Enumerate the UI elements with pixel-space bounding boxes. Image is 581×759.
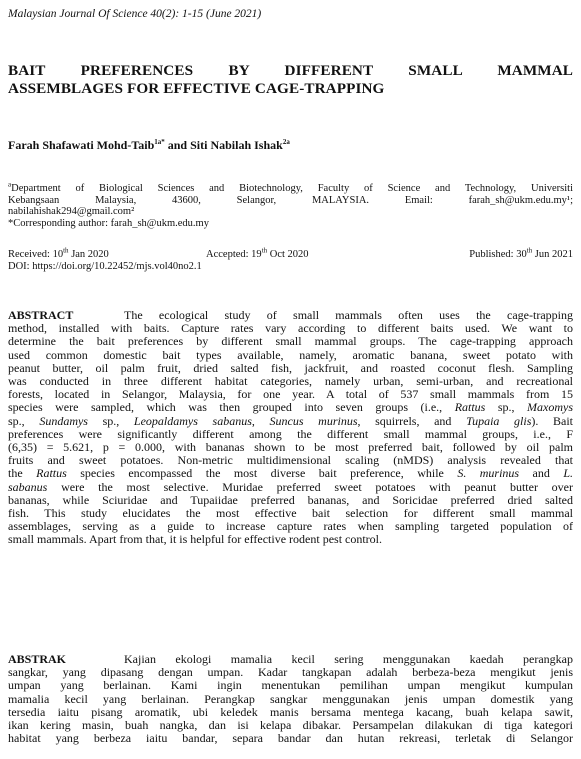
abstrak-line: tersedia iaitu pisang aromatik, ubi keledek manis bersama mentega kacang, buah kelapa sawit,	[8, 704, 573, 719]
dates-row	[8, 246, 573, 261]
abstract-line: the Rattus species encompassed the most diverse bait preference, while S. murinus and L.	[8, 466, 573, 481]
abstrak-line: umpan yang berlainan. Kami ingin menentukan pemilihan umpan mengikut kumpulan	[8, 678, 573, 693]
abstract-line: preferences were significantly different among the different small mammal groups, i.e., F	[8, 426, 573, 441]
abstract-line: was conducted in three different habitat categories, namely urban, semi-urban, and recreational	[8, 374, 573, 389]
affiliation-mark: a	[8, 180, 12, 189]
author-affiliation-mark: 2a	[282, 138, 290, 146]
abstract-line: sabanus were the most selective. Muridae preferred sweet potatoes with peanut butter over	[8, 479, 573, 494]
abstract-line: assemblages, serving as a guide to increase capture rates when sampling targeted population of	[8, 519, 573, 534]
abstract-line: species were sampled, which was then grouped into seven groups (i.e., Rattus sp., Maxomys	[8, 400, 574, 415]
abstract-heading: ABSTRACT	[8, 308, 74, 322]
abstrak-line: habitat yang berbeza iaitu bandar, separa bandar dan hutan rekreasi, terletak di Selangor	[8, 731, 573, 746]
author-name: Siti Nabilah Ishak	[190, 138, 283, 152]
abstrak-heading: ABSTRAK	[8, 652, 67, 666]
abstract-line: sp., Sundamys sp., Leopaldamys sabanus, Suncus murinus, squirrels, and Tupaia glis). Bait	[8, 413, 574, 428]
journal-header: Malaysian Journal Of Science 40(2): 1-15 (June 2021)	[8, 8, 262, 20]
abstrak-line: mamalia kecil yang berlainan. Perangkap sangkar menggunakan jenis umpan domestik yang	[8, 691, 573, 706]
abstract-line: fruits and sweet potatoes. Non-metric multidimensional scaling (nMDS) analysis revealed that	[8, 453, 573, 468]
abstract-line: determine the bait preferences by different small mammal groups. The cage-trapping approach	[8, 334, 573, 349]
title-line-1: BAIT PREFERENCES BY DIFFERENT SMALL MAMMAL	[8, 62, 573, 79]
affiliation-line: nabilahishak294@gmail.com²	[8, 206, 135, 218]
abstrak-line: ikan kering masin, buah nangka, dan isi kelapa dibakar. Persampelan dilakukan di tiga kategori	[8, 718, 573, 733]
abstract-section	[8, 309, 573, 547]
abstract-line: used common domestic bait types available, namely, aromatic banana, sweet potato with	[8, 347, 573, 362]
received-date: Received: 10th Jan 2020	[8, 246, 109, 260]
affiliation-text: Department of Biological Sciences and Biotechnology, Faculty of Science and Technology, Universiti	[11, 183, 573, 194]
abstrak-line: ABSTRAK Kajian ekologi mamalia kecil sering menggunakan kaedah perangkap	[8, 652, 573, 666]
affiliation-block	[8, 180, 573, 229]
author-affiliation-mark: 1a*	[154, 138, 165, 146]
abstrak-line: sangkar, yang dipasang dengan umpan. Kadar tangkapan adalah berbeza-beza mengikut jenis	[8, 665, 573, 680]
published-date: Published: 30th Jun 2021	[469, 246, 573, 260]
author-conjunction: and	[164, 138, 191, 152]
abstract-line: forests, located in Selangor, Malaysia, for one year. A total of 537 small mammals from 15	[8, 387, 573, 402]
accepted-date: Accepted: 19th Oct 2020	[206, 246, 309, 260]
abstract-line: method, installed with baits. Capture rates vary according to different baits used. We want to	[8, 321, 573, 336]
abstract-line: (6,35) = 5.621, p = 0.000, with bananas shown to be most preferred bait, followed by oil palm	[8, 440, 573, 455]
abstract-line: fish. This study elucidates the most effective bait selection for different small mammal	[8, 506, 573, 521]
doi-line: DOI: https://doi.org/10.22452/mjs.vol40no2.1	[8, 260, 202, 272]
affiliation-line: Kebangsaan Malaysia, 43600, Selangor, MALAYSIA. Email: farah_sh@ukm.edu.my¹;	[8, 194, 573, 206]
abstract-line: peanut butter, oil palm fruit, dried salted fish, jackfruit, and roasted coconut flesh. Sampling	[8, 360, 573, 375]
abstract-line: small mammals. Apart from that, it is helpful for effective rodent pest control.	[8, 532, 383, 547]
abstrak-section	[8, 653, 573, 745]
affiliation-line	[8, 180, 573, 195]
corresponding-author: *Corresponding author: farah_sh@ukm.edu.my	[8, 217, 209, 229]
author-name: Farah Shafawati Mohd-Taib	[8, 138, 155, 152]
abstract-line: ABSTRACT The ecological study of small mammals often uses the cage-trapping	[8, 308, 573, 322]
author-list	[8, 138, 290, 153]
dates-block	[8, 246, 573, 272]
paper-title	[8, 62, 573, 98]
abstract-line: bananas, while Sciuridae and Tupaiidae preferred bananas, and Soricidae preferred dried salted	[8, 492, 573, 507]
title-line-2: ASSEMBLAGES FOR EFFECTIVE CAGE-TRAPPING	[8, 80, 385, 97]
